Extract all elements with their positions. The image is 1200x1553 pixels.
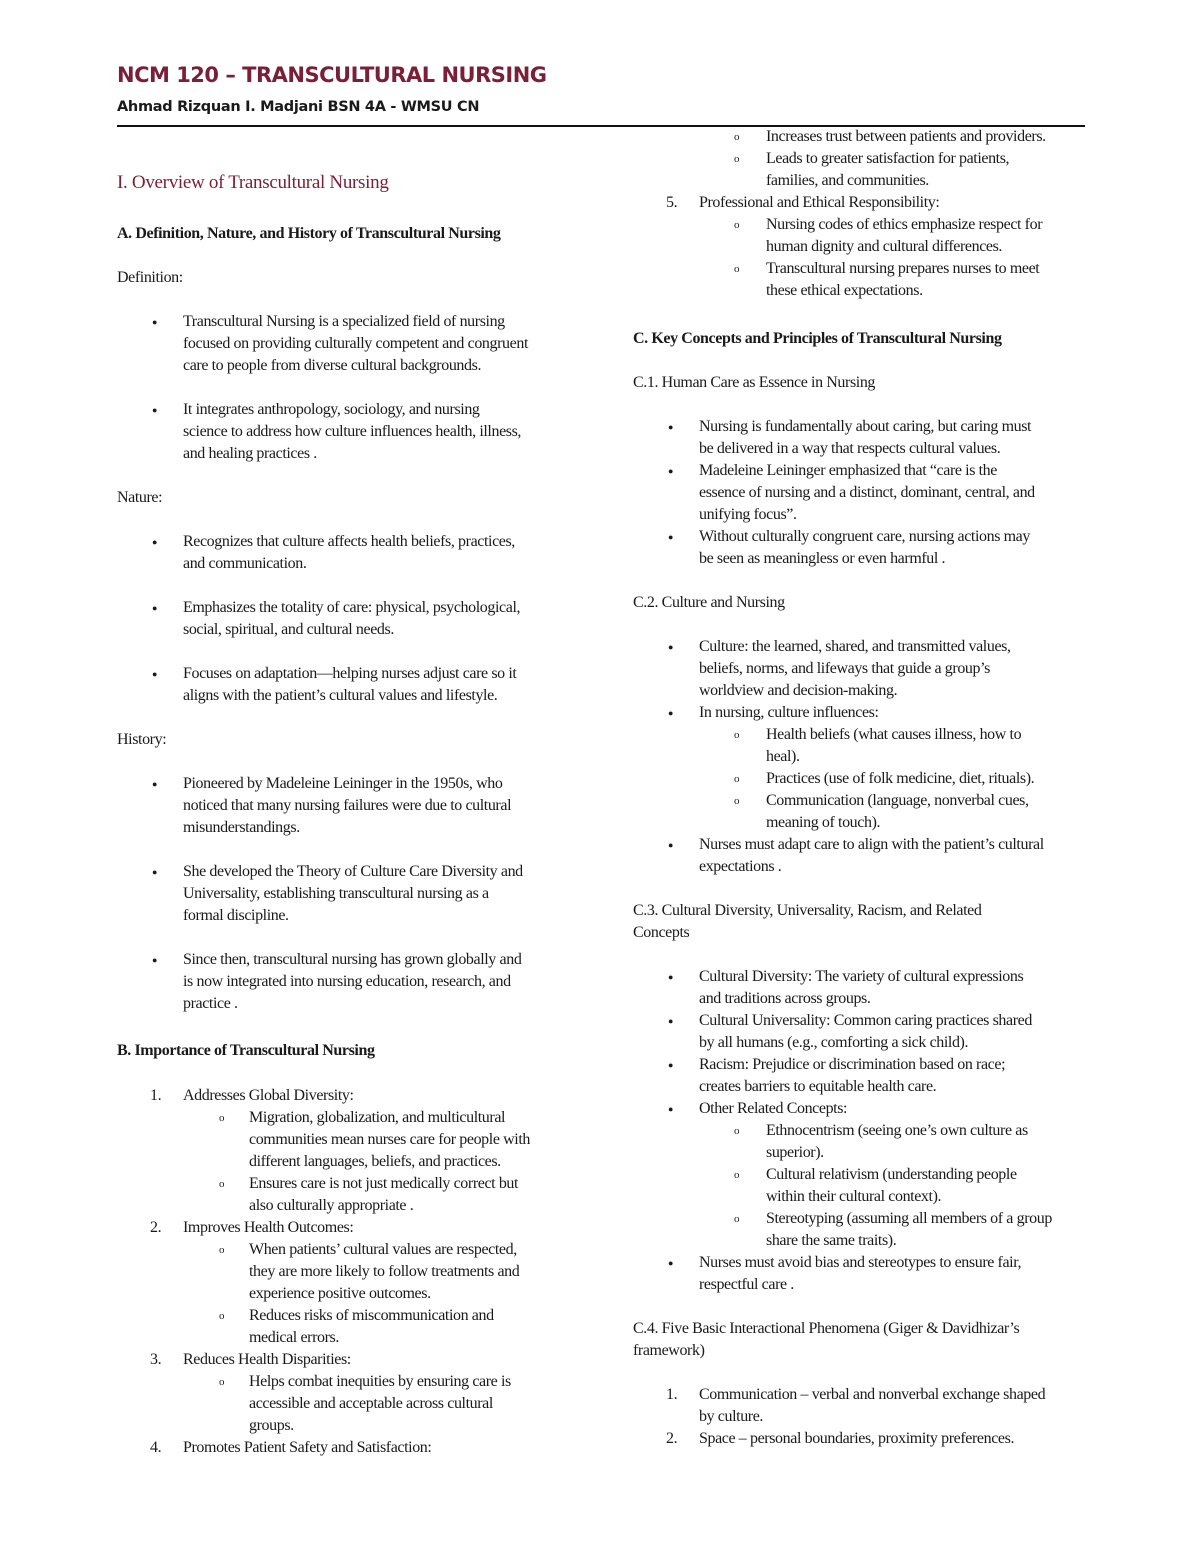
sub-bullet-icon: o [219,1112,225,1124]
sub-bullet-text: Helps combat inequities by ensuring care is [249,1373,511,1390]
bullet-text: care to people from diverse cultural backgrounds. [183,357,482,374]
bullet-text: be seen as meaningless or even harmful . [699,550,946,567]
list-item-text: Promotes Patient Safety and Satisfaction: [183,1439,432,1456]
bullet-icon: ● [668,1060,674,1070]
sub-bullet-text: Transcultural nursing prepares nurses to meet [766,260,1040,277]
sub-bullet-icon: o [734,729,740,741]
sub-bullet-icon: o [219,1310,225,1322]
bullet-text: and communication. [183,555,307,572]
bullet-icon: ● [668,840,674,850]
bullet-text: by all humans (e.g., comforting a sick child). [699,1034,969,1051]
sub-bullet-text: experience positive outcomes. [249,1285,431,1302]
sub-bullet-text: Stereotyping (assuming all members of a group [766,1210,1052,1227]
bullet-icon: ● [152,317,158,327]
sub-bullet-text: meaning of touch). [766,814,881,831]
bullet-icon: ● [152,603,158,613]
bullet-icon: ● [668,972,674,982]
bullet-text: Recognizes that culture affects health beliefs, practices, [183,533,515,550]
sub-bullet-text: communities mean nurses care for people with [249,1131,530,1148]
bullet-icon: ● [668,422,674,432]
list-number: 4. [150,1439,162,1456]
sub-bullet-text: they are more likely to follow treatments and [249,1263,520,1280]
bullet-text: Emphasizes the totality of care: physical, psychological, [183,599,521,616]
sub-bullet-icon: o [734,153,740,165]
bullet-text: aligns with the patient’s cultural values and lifestyle. [183,687,498,704]
list-item-text: Communication – verbal and nonverbal exchange shaped [699,1386,1046,1403]
bullet-text: Cultural Diversity: The variety of cultural expressions [699,968,1024,985]
bullet-text: Nurses must avoid bias and stereotypes to ensure fair, [699,1254,1022,1271]
sub-bullet-text: Practices (use of folk medicine, diet, rituals). [766,770,1035,787]
bullet-text: Transcultural Nursing is a specialized field of nursing [183,313,505,330]
bullet-text: Madeleine Leininger emphasized that “care is the [699,462,997,479]
subsubsection-heading: C.3. Cultural Diversity, Universality, Racism, and Related [633,902,982,919]
sub-bullet-text: Leads to greater satisfaction for patients, [766,150,1010,167]
sub-bullet-text: these ethical expectations. [766,282,923,299]
bullet-text: Nurses must adapt care to align with the patient’s cultural [699,836,1044,853]
list-number: 3. [150,1351,162,1368]
bullet-icon: ● [152,537,158,547]
bullet-text: Culture: the learned, shared, and transmitted values, [699,638,1011,655]
bullet-icon: ● [668,1016,674,1026]
sub-bullet-icon: o [734,773,740,785]
bullet-text: be delivered in a way that respects cultural values. [699,440,1001,457]
bullet-text: worldview and decision-making. [699,682,898,699]
sub-bullet-text: Communication (language, nonverbal cues, [766,792,1029,809]
bullet-text: and healing practices . [183,445,317,462]
sub-bullet-icon: o [219,1178,225,1190]
sub-bullet-text: Migration, globalization, and multicultural [249,1109,506,1126]
subsection-heading: C. Key Concepts and Principles of Transcultural Nursing [633,330,1002,347]
sub-bullet-text: Reduces risks of miscommunication and [249,1307,494,1324]
bullet-text: In nursing, culture influences: [699,704,879,721]
sub-bullet-text: also culturally appropriate . [249,1197,414,1214]
bullet-text: It integrates anthropology, sociology, and nursing [183,401,480,418]
bullet-text: expectations . [699,858,782,875]
sub-bullet-icon: o [734,1213,740,1225]
label-definition: Definition: [117,269,183,286]
sub-bullet-text: Nursing codes of ethics emphasize respect for [766,216,1043,233]
list-number: 2. [666,1430,678,1447]
bullet-icon: ● [152,405,158,415]
bullet-text: creates barriers to equitable health care. [699,1078,937,1095]
bullet-icon: ● [668,466,674,476]
bullet-text: Pioneered by Madeleine Leininger in the 1950s, who [183,775,503,792]
subsection-heading: A. Definition, Nature, and History of Transcultural Nursing [117,225,501,242]
sub-bullet-icon: o [734,795,740,807]
list-item-text: Professional and Ethical Responsibility: [699,194,940,211]
sub-bullet-text: Ensures care is not just medically correct but [249,1175,519,1192]
subsubsection-heading: framework) [633,1342,705,1359]
sub-bullet-icon: o [734,1125,740,1137]
sub-bullet-text: superior). [766,1144,824,1161]
sub-bullet-text: within their cultural context). [766,1188,942,1205]
bullet-icon: ● [668,1104,674,1114]
bullet-text: is now integrated into nursing education, research, and [183,973,511,990]
list-item-text: Reduces Health Disparities: [183,1351,351,1368]
list-number: 1. [666,1386,678,1403]
bullet-icon: ● [668,1258,674,1268]
sub-bullet-text: families, and communities. [766,172,929,189]
bullet-text: Universality, establishing transcultural nursing as a [183,885,489,902]
sub-bullet-text: different languages, beliefs, and practices. [249,1153,501,1170]
sub-bullet-icon: o [734,263,740,275]
bullet-icon: ● [152,779,158,789]
bullet-text: and traditions across groups. [699,990,871,1007]
label-nature: Nature: [117,489,163,506]
sub-bullet-icon: o [734,131,740,143]
document-title: NCM 120 – TRANSCULTURAL NURSING [117,63,547,87]
sub-bullet-text: groups. [249,1417,294,1434]
bullet-text: social, spiritual, and cultural needs. [183,621,394,638]
document-author: Ahmad Rizquan I. Madjani BSN 4A - WMSU CN [117,99,480,115]
bullet-icon: ● [668,642,674,652]
bullet-text: Nursing is fundamentally about caring, but caring must [699,418,1032,435]
bullet-text: Other Related Concepts: [699,1100,848,1117]
sub-bullet-text: Cultural relativism (understanding people [766,1166,1017,1183]
list-number: 2. [150,1219,162,1236]
bullet-text: formal discipline. [183,907,289,924]
subsubsection-heading: Concepts [633,924,690,941]
bullet-text: practice . [183,995,238,1012]
bullet-text: Since then, transcultural nursing has grown globally and [183,951,522,968]
label-history: History: [117,731,167,748]
bullet-text: Cultural Universality: Common caring practices shared [699,1012,1032,1029]
sub-bullet-text: When patients’ cultural values are respected, [249,1241,517,1258]
list-item-text: Improves Health Outcomes: [183,1219,354,1236]
bullet-text: unifying focus”. [699,506,797,523]
list-number: 5. [666,194,678,211]
bullet-text: Without culturally congruent care, nursing actions may [699,528,1030,545]
bullet-text: focused on providing culturally competent and congruent [183,335,529,352]
list-item-text: by culture. [699,1408,764,1425]
bullet-icon: ● [668,708,674,718]
bullet-text: She developed the Theory of Culture Care Diversity and [183,863,523,880]
sub-bullet-text: Health beliefs (what causes illness, how to [766,726,1022,743]
subsubsection-heading: C.4. Five Basic Interactional Phenomena (Giger & Davidhizar’s [633,1320,1020,1337]
bullet-text: noticed that many nursing failures were due to cultural [183,797,512,814]
list-number: 1. [150,1087,162,1104]
sub-bullet-icon: o [219,1244,225,1256]
bullet-text: Focuses on adaptation—helping nurses adjust care so it [183,665,517,682]
subsubsection-heading: C.2. Culture and Nursing [633,594,785,611]
sub-bullet-text: medical errors. [249,1329,339,1346]
list-item-text: Space – personal boundaries, proximity preferences. [699,1430,1015,1447]
sub-bullet-text: human dignity and cultural differences. [766,238,1003,255]
bullet-icon: ● [152,669,158,679]
sub-bullet-text: accessible and acceptable across cultural [249,1395,493,1412]
bullet-text: science to address how culture influences health, illness, [183,423,522,440]
bullet-icon: ● [152,867,158,877]
sub-bullet-text: share the same traits). [766,1232,897,1249]
sub-bullet-text: Ethnocentrism (seeing one’s own culture as [766,1122,1028,1139]
section-heading: I. Overview of Transcultural Nursing [117,172,389,193]
bullet-text: essence of nursing and a distinct, dominant, central, and [699,484,1035,501]
bullet-icon: ● [152,955,158,965]
sub-bullet-text: heal). [766,748,800,765]
subsubsection-heading: C.1. Human Care as Essence in Nursing [633,374,876,391]
list-item-text: Addresses Global Diversity: [183,1087,354,1104]
sub-bullet-text: Increases trust between patients and providers. [766,128,1046,145]
bullet-icon: ● [668,532,674,542]
sub-bullet-icon: o [219,1376,225,1388]
bullet-text: beliefs, norms, and lifeways that guide a group’s [699,660,990,677]
sub-bullet-icon: o [734,1169,740,1181]
bullet-text: Racism: Prejudice or discrimination based on race; [699,1056,1006,1073]
sub-bullet-icon: o [734,219,740,231]
bullet-text: misunderstandings. [183,819,300,836]
subsection-heading: B. Importance of Transcultural Nursing [117,1042,375,1059]
bullet-text: respectful care . [699,1276,794,1293]
